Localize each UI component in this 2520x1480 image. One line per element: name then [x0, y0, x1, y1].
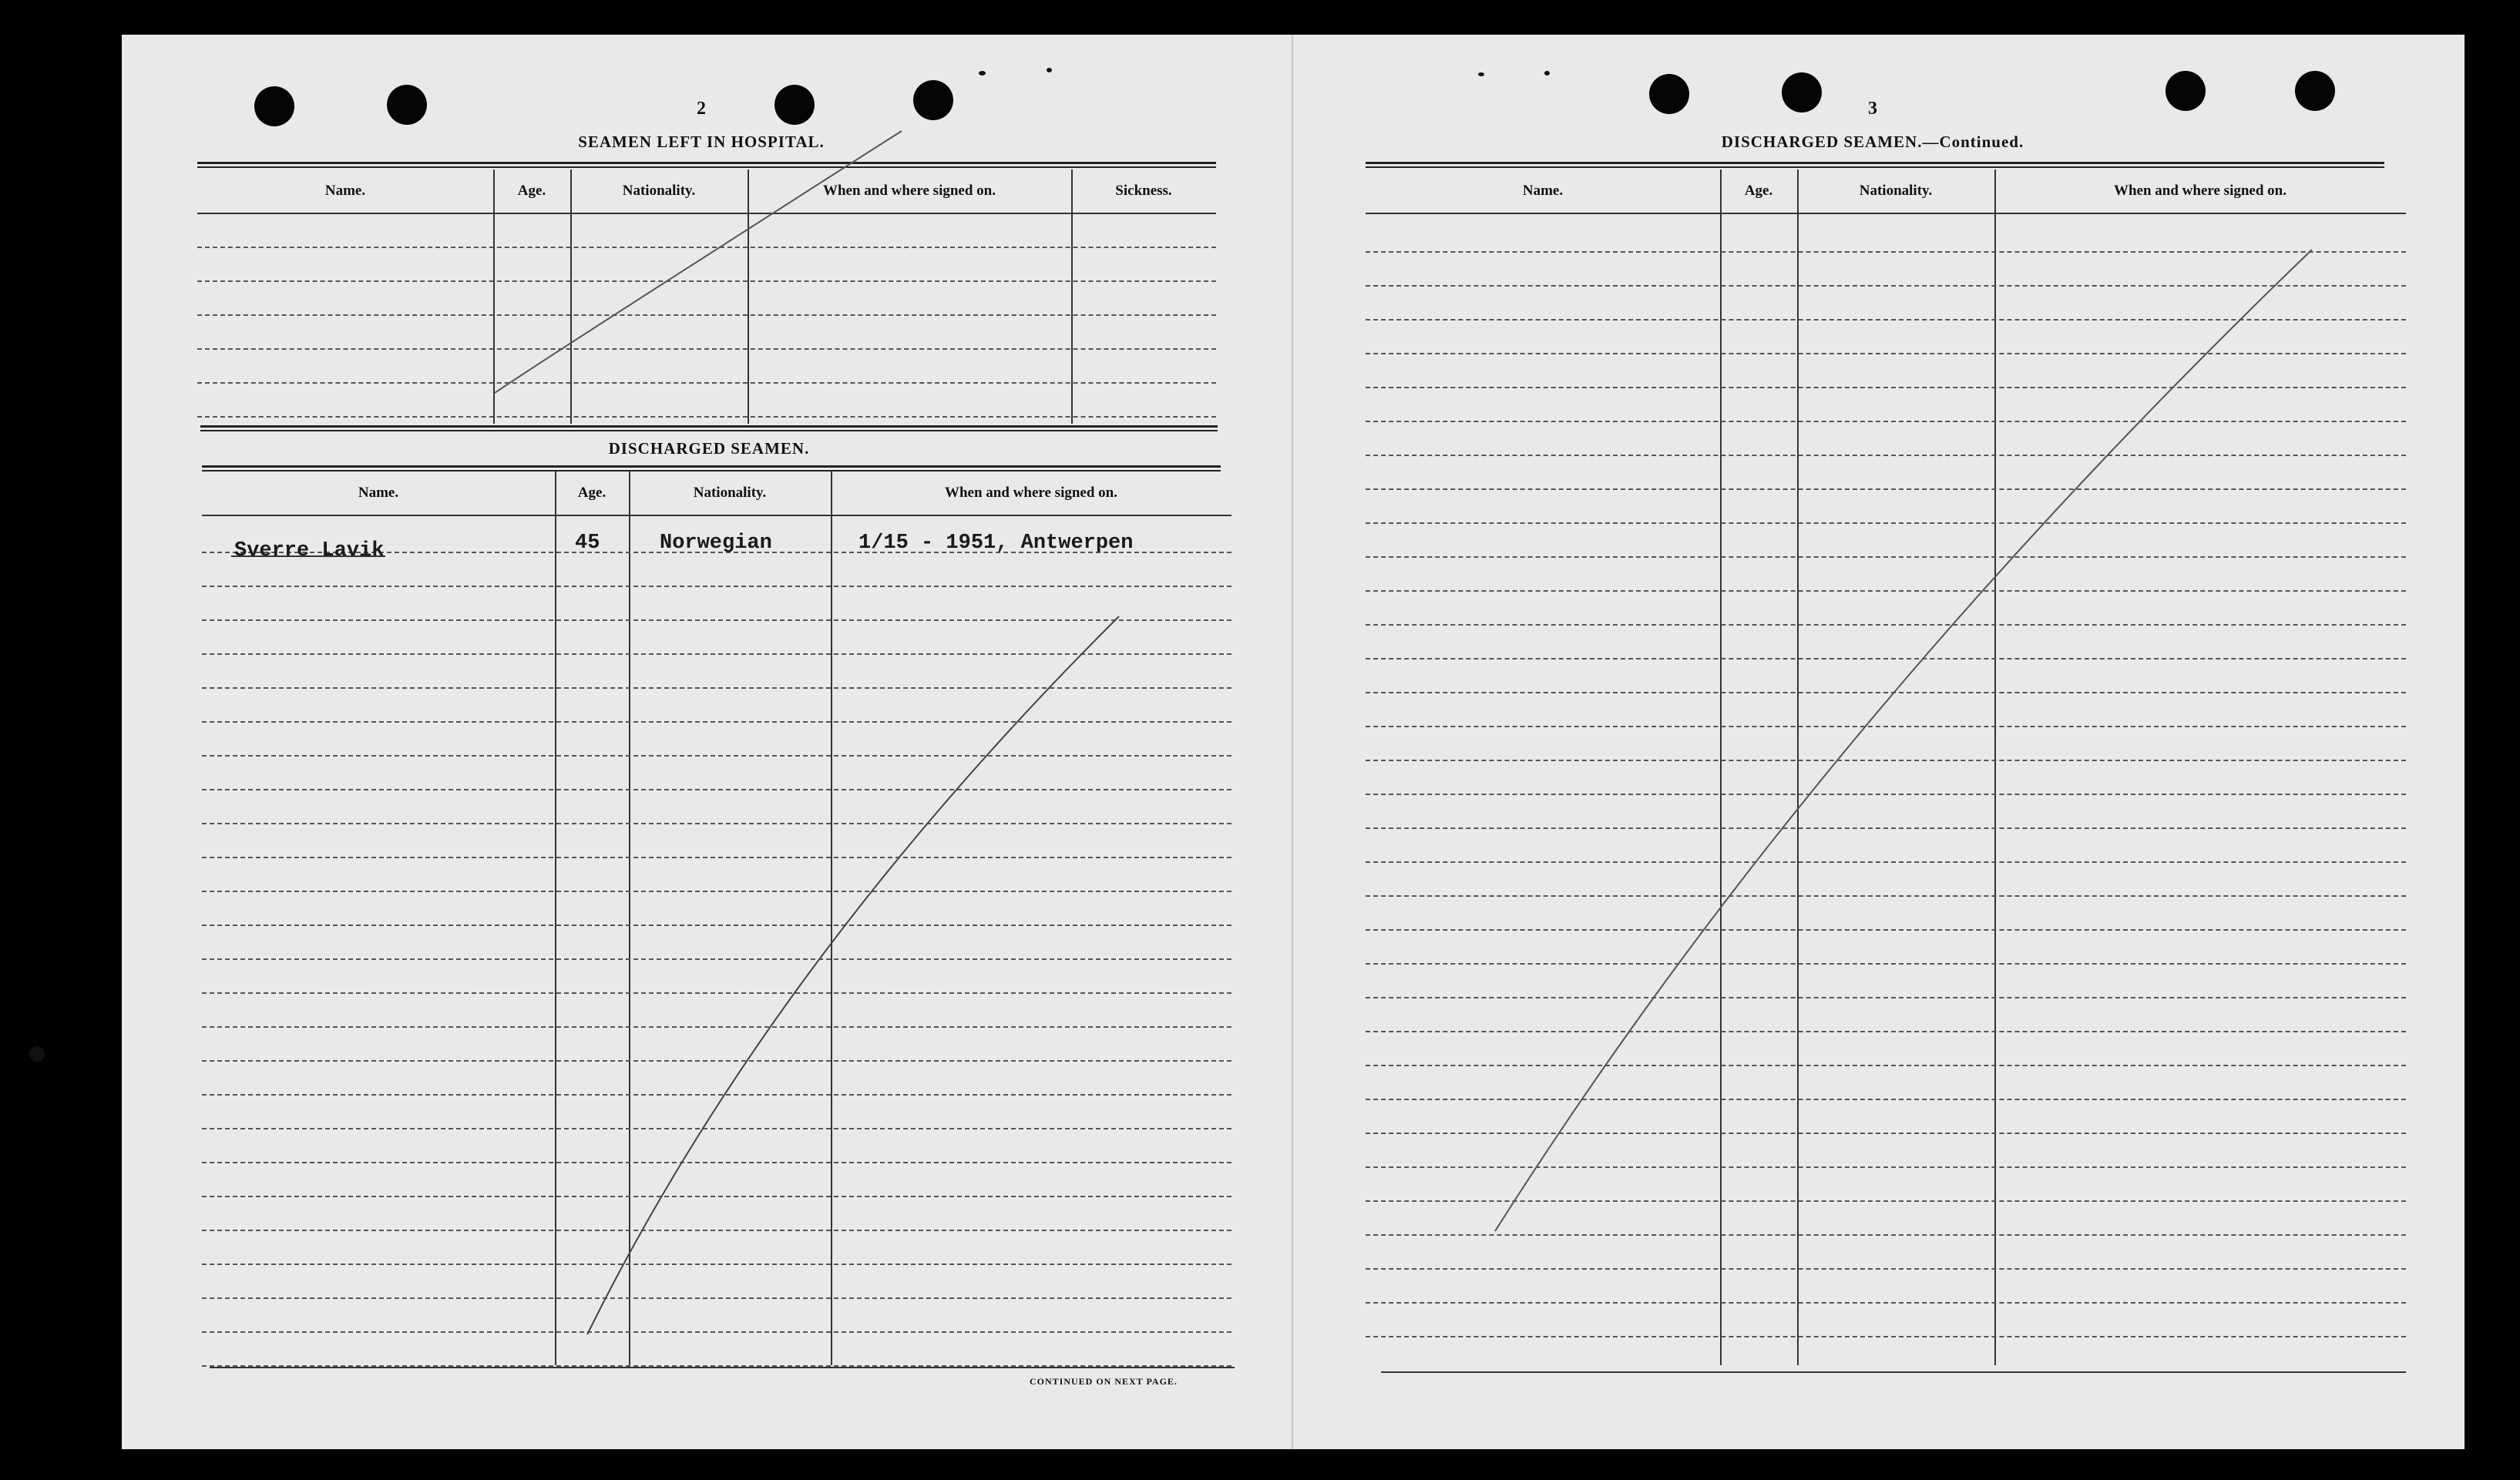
discharged-cancel-stroke — [587, 616, 1119, 1334]
column-header-age: Age. — [517, 183, 546, 199]
column-header-name: Name. — [324, 183, 366, 199]
continued-cancel-stroke — [1495, 250, 2312, 1231]
hospital-section-title: SEAMEN LEFT IN HOSPITAL. — [578, 133, 825, 151]
table-row-age: 45 — [575, 532, 600, 555]
page-number: 2 — [697, 99, 706, 119]
discharged-section-title: DISCHARGED SEAMEN. — [608, 439, 810, 458]
table-row-name: Sverre Lavik — [234, 539, 385, 562]
column-header-signed-on: When and where signed on. — [2113, 183, 2286, 199]
hospital-cancel-stroke — [495, 131, 902, 393]
page-number: 3 — [1868, 99, 1877, 119]
column-header-nationality: Nationality. — [1859, 183, 1933, 199]
discharged-continued-title: DISCHARGED SEAMEN.—Continued. — [1721, 133, 2024, 151]
column-header-age: Age. — [1744, 183, 1773, 199]
column-header-nationality: Nationality. — [622, 183, 696, 199]
column-header-signed-on: When and where signed on. — [944, 485, 1117, 501]
table-row-signed-on: 1/15 - 1951, Antwerpen — [858, 532, 1134, 555]
continued-note: CONTINUED ON NEXT PAGE. — [1030, 1376, 1178, 1387]
column-header-signed-on: When and where signed on. — [822, 183, 996, 199]
column-header-name: Name. — [358, 485, 399, 501]
column-header-name: Name. — [1522, 183, 1564, 199]
column-header-nationality: Nationality. — [693, 485, 767, 501]
table-row-nationality: Norwegian — [660, 532, 772, 555]
column-header-age: Age. — [577, 485, 606, 501]
column-header-sickness: Sickness. — [1115, 183, 1172, 199]
